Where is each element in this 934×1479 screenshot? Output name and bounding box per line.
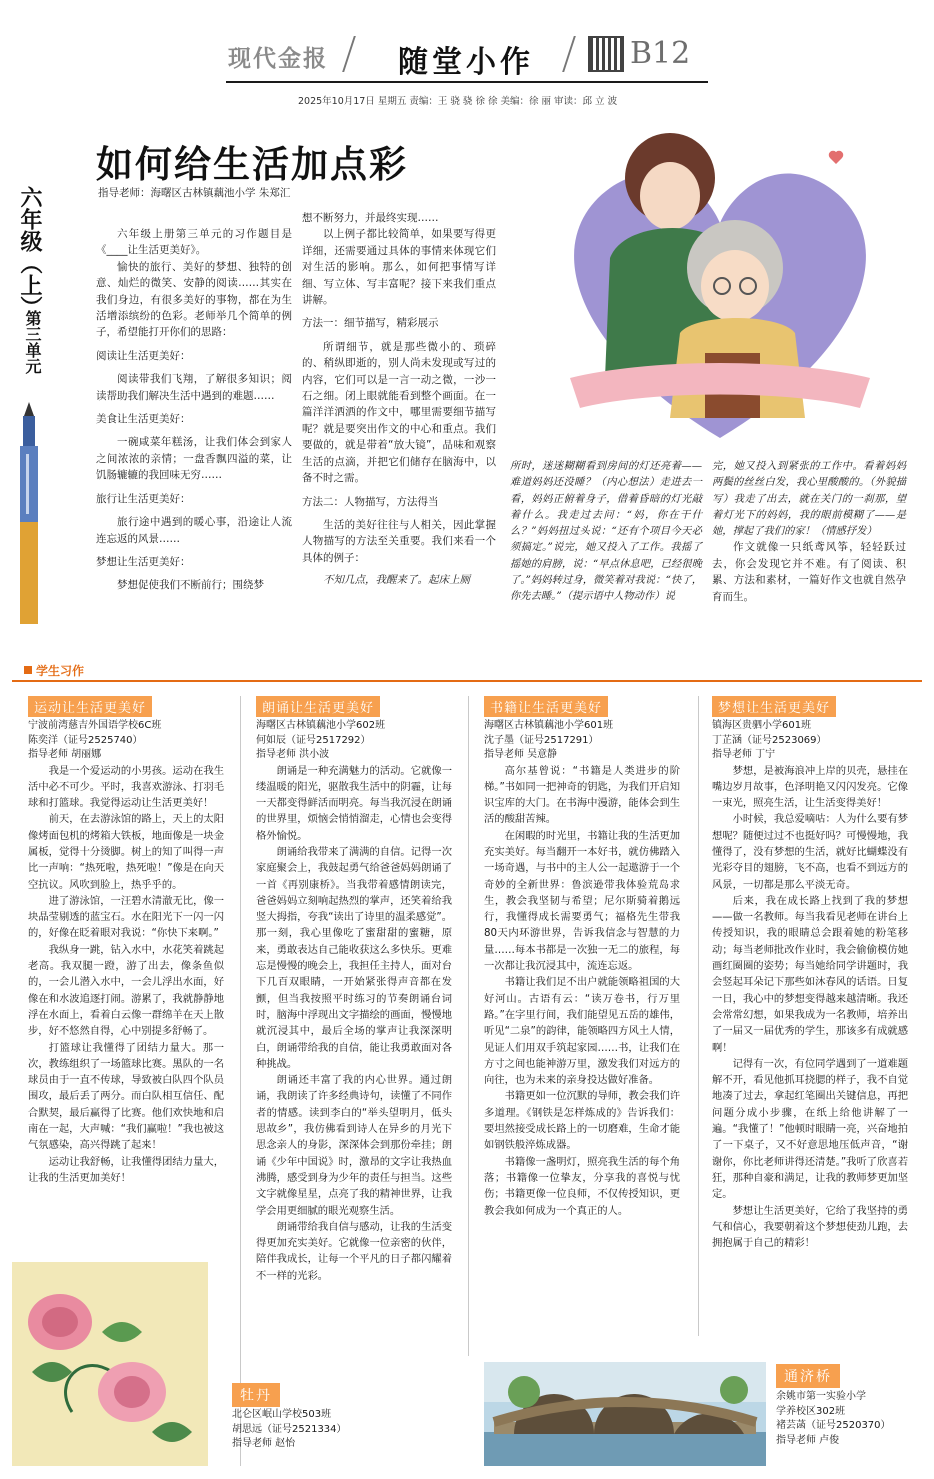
essay-student: 何如辰（证号2517292）	[256, 734, 371, 746]
lesson-paragraph: 想不断努力，并最终实现……	[302, 212, 439, 224]
student-section-label: 学生习作	[36, 664, 85, 678]
peony-painting	[12, 1262, 208, 1466]
lesson-subheading: 梦想让生活更美好：	[96, 555, 191, 568]
grade-label: 六年级（上）	[17, 186, 43, 318]
lesson-subheading: 旅行让生活更美好：	[96, 492, 191, 505]
lesson-paragraph: 梦想促使我们不断前行；围绕梦	[117, 579, 264, 592]
qr-code-icon	[588, 36, 624, 72]
lesson-column-4-quote: 完，她又投入到紧张的工作中。看着妈妈两鬓的丝丝白发，我心里酸酸的。（外貌描写）我走了出去，就在关门的一刹那，望着灯光下的妈妈，我的眼前模糊了——是她，撑起了我们的家！（情感抒发）	[712, 460, 906, 538]
essay-paragraph: 梦想，是被海浪冲上岸的贝壳，悬挂在嘴边岁月故事，色泽明艳又闪闪发亮。它像一束光，照亮生活，让生活变得美好！	[712, 764, 908, 810]
essay-paragraph: 朗诵是一种充满魅力的活动。它就像一缕温暖的阳光，驱散我生活中的阴霾，让每一天都变得鲜活而明亮。每当我沉浸在朗诵的世界里，烦恼会悄悄溜走，心情也会变得格外愉悦。	[256, 764, 452, 842]
artwork-teacher: 指导老师 卢俊	[776, 1434, 840, 1446]
essay-paragraph: 我纵身一跳，钻入水中，水花笑着跳起老高。我双腿一蹬，游了出去，像条鱼似的，一会儿潜入水中，一会儿浮出水面，好像在和水波追逐打闹。游累了，我就静静地浮在水面上，看着白云像一群绵羊在天上散步，好不悠然自得，心中别提多舒畅了。	[28, 943, 224, 1038]
dateline: 2025年10月17日 星期五 责编：王 骁 骁 徐 徐 美编：徐 丽 审读：邱 立 波	[298, 96, 618, 107]
essay-column-3	[484, 696, 680, 1219]
essay-paragraph: 我是一个爱运动的小男孩。运动在我生活中必不可少。平时，我喜欢游泳、打羽毛球和打篮球。我觉得运动让生活更美好！	[28, 764, 224, 810]
essay-teacher: 指导老师 洪小波	[256, 749, 330, 760]
lesson-paragraph: 生活的美好往往与人相关，因此掌握人物描写的方法至关重要。我们来看一个具体的例子：	[302, 518, 496, 564]
essay-body	[256, 763, 452, 1285]
lesson-paragraph: 所谓细节，就是那些微小的、琐碎的、稍纵即逝的，别人尚未发现或写过的内容，它们可以是一言一动之微，一沙一石之细。闭上眼就能看到整个画面。在一篇洋洋洒洒的作文中，哪里需要细节描写呢？就是要突出作文的中心和重点。我们要做的，就是带着“放大镜”，品味和观察生活的点滴，并把它们储存在脑海中，以备不时之需。	[302, 340, 496, 485]
lesson-paragraph: 愉快的旅行、美好的梦想、独特的创意、灿烂的微笑、安静的阅读……其实在我们身边，有很多美好的事物，都在为生活增添缤纷的色彩。老师举几个简单的例子，希望能打开你们的思路：	[96, 260, 292, 339]
essay-body	[484, 763, 680, 1219]
essay-paragraph: 记得有一次，有位同学遇到了一道难题解不开，看见他抓耳挠腮的样子，我不自觉地凑了过去，拿起红笔圈出关键信息，再把问题分成小步骤，在纸上给他讲解了一遍。“我懂了！”他顿时眼睛一亮，兴奋地拍了一下桌子，又不好意思地压低声音，“谢谢你，你比老师讲得还清楚。”我听了欣喜若狂，那种自豪和满足，让我的教师梦更加坚定。	[712, 1057, 909, 1201]
essay-byline	[256, 719, 452, 763]
essay-student: 沈子墨（证号2517291）	[484, 734, 599, 746]
essay-byline	[28, 719, 224, 763]
lesson-column-2	[302, 210, 496, 589]
masthead-slash-right	[562, 36, 576, 72]
artwork-tag-peony: 牡丹	[232, 1383, 280, 1407]
essay-teacher: 指导老师 吴意静	[484, 749, 558, 760]
essay-school: 镇海区贵驷小学601班	[712, 720, 812, 731]
student-section-bar	[12, 662, 922, 682]
essay-column-1	[28, 696, 224, 1186]
lesson-subheading: 方法二：人物描写，方法得当	[302, 495, 439, 508]
unit-label: 第三单元	[23, 310, 42, 374]
page-code: B12	[630, 36, 691, 71]
paper-name: 现代金报	[228, 45, 328, 72]
lesson-paragraph: 一碗咸菜年糕汤，让我们体会到家人之间浓浓的亲情；一盘香飘四溢的菜，让饥肠辘辘的我回味无穷……	[96, 436, 292, 482]
essay-body	[712, 763, 908, 1252]
essay-paragraph: 朗诵给我带来了满满的自信。记得一次家庭聚会上，我鼓起勇气给爸爸妈妈朗诵了一首《再别康桥》。当我带着感情朗读完，爸爸妈妈立刻响起热烈的掌声，还笑着给我竖大拇指，夸我“读出了诗里的温柔感觉”。那一刻，我心里像吃了蜜甜甜的蜜糖，原来，勇敢表达自己能收获这么多快乐。更难忘是慢慢的晚会上，我担任主持人，面对台下几百双眼睛，一开始紧张得声音都在发颤，但当我按照平时练习的节奏朗诵台词时，脑海中浮现出文字描绘的画面，慢慢地就沉浸其中，最后全场的掌声让我深深明白，朗诵带给我的自信，能让我勇敢面对各种挑战。	[256, 845, 453, 1070]
essay-paragraph: 打篮球让我懂得了团结力量大。那一次，教练组织了一场篮球比赛。黑队的一名球员由于一直不传球，导致被白队四个队员围攻，最后丢了两分。而白队相互信任、配合默契，最后赢得了比赛。他们欢快地和启南在一起，大声喊：“我们赢啦！”我也被这气氛感染，高兴得跳了起来！	[28, 1041, 225, 1152]
column-divider	[240, 696, 241, 1466]
mother-grandmother-illustration	[530, 118, 910, 448]
essay-paragraph: 高尔基曾说：“书籍是人类进步的阶梯。”书如同一把神奇的钥匙，为我们开启知识宝库的大门。在书海中漫游，能体会到生活的酸甜苦辣。	[484, 764, 680, 826]
essay-paragraph: 前天，在去游泳馆的路上，天上的太阳像烤面包机的烤箱大铁板，地面像是一块金属板，觉得十分烫脚。树上的知了叫得一声比一声响：“热死啦，热死啦！”像是在向天空抗议。风吹到脸上，热乎乎的。	[28, 813, 225, 891]
essay-school: 海曙区古林镇藕池小学602班	[256, 720, 386, 731]
essay-student: 丁芷涵（证号2523069）	[712, 734, 827, 746]
essay-title: 梦想让生活更美好	[712, 696, 836, 717]
essay-school: 宁波前湾慈吉外国语学校6C班	[28, 720, 162, 731]
artwork-school: 余姚市第一实验小学	[776, 1391, 866, 1402]
artwork-credit-peony	[232, 1408, 452, 1452]
essay-title: 书籍让生活更美好	[484, 696, 608, 717]
artwork-class: 学养校区302班	[776, 1405, 846, 1417]
essay-paragraph: 书籍更如一位沉默的导师，教会我们许多道理。《钢铁是怎样炼成的》告诉我们：要坦然接受成长路上的一切磨难，生命才能如钢铁般淬炼成器。	[484, 1090, 680, 1152]
lesson-column-4	[712, 458, 906, 605]
lesson-column-1	[96, 226, 292, 594]
section-name: 随堂小作	[398, 45, 534, 80]
essay-paragraph: 书籍让我们足不出户就能领略祖国的大好河山。古语有云：“读万卷书，行万里路。”在字里行间，我们能望见五岳的雄伟，听见“二泉”的韵律，能领略四方风土人情，见证人们用双手筑起家园……书，让我们在方寸之间也能神游万里，激发我们对远方的向往，也为未来的亲身投达做好准备。	[484, 976, 681, 1087]
lesson-paragraph: 以上例子都比较简单，如果要写得更详细，还需要通过具体的事情来体现它们对生活的影响。那么，如何把事情写详细、写立体、写丰富呢？接下来我们重点讲解。	[302, 228, 496, 307]
side-label	[10, 186, 48, 626]
masthead	[0, 0, 934, 107]
lesson-subheading: 美食让生活更美好：	[96, 413, 191, 426]
artwork-student: 胡思远（证号2521334）	[232, 1423, 347, 1435]
lesson-paragraph: 六年级上册第三单元的习作题目是《____让生活更美好》。	[96, 228, 292, 257]
essay-paragraph: 后来，我在成长路上找到了我的梦想——做一名教师。每当我看见老师在讲台上传授知识，我的眼睛总会跟着她的粉笔移动；每当老师批改作业时，我会偷偷模仿她画红圈圈的姿势；每当她给同学讲题时，我会竖起耳朵记下那些如沐春风的话语。日复一日，我心中的梦想变得越来越清晰。我还会常常幻想，如果我成为一名教师，培养出了一届又一届优秀的学生，那该多有成就感啊！	[712, 894, 908, 1054]
artwork-credit-bridge	[776, 1390, 926, 1448]
essay-paragraph: 进了游泳馆，一汪碧水清澈无比，像一块晶莹剔透的蓝宝石。水在阳光下一闪一闪的，好像在眨着眼对我说：“你快下来啊。”	[28, 894, 224, 940]
essay-teacher: 指导老师 丁宁	[712, 749, 776, 760]
essay-teacher: 指导老师 胡丽娜	[28, 749, 102, 760]
lesson-paragraph: 旅行途中遇到的暖心事，沿途让人流连忘返的风景……	[96, 516, 292, 545]
essay-paragraph: 朗诵带给我自信与感动，让我的生活变得更加充实美好。它就像一位亲密的伙伴，陪伴我成长，让每一个平凡的日子都闪耀着不一样的光彩。	[256, 1220, 452, 1282]
lesson-subheading: 方法一：细节描写，精彩展示	[302, 317, 439, 330]
essay-paragraph: 运动让我舒畅，让我懂得团结力量大，让我的生活更加美好！	[28, 1155, 224, 1184]
essay-paragraph: 小时候，我总爱嘀咕：人为什么要有梦想呢？随便过过不也挺好吗？可慢慢地，我懂得了，没有梦想的生活，就好比蝴蝶没有光彩夺目的翅膀，飞不高，也看不到远方的风景，一切都是那么平淡无奇。	[712, 813, 908, 891]
artwork-tag-bridge: 通济桥	[776, 1364, 840, 1388]
lesson-column-3-quote: 所时，迷迷糊糊看到房间的灯还亮着——难道妈妈还没睡？（内心想法）走进去一看，妈妈正俯着身子，借着昏暗的灯光敲着什么。我走过去问：“妈，你在干什么？”妈妈扭过头说：“还有个项目今天必须搞定。”说完，她又投入了工作。我摇了摇她的肩膀，说：“早点休息吧，已经很晚了。”妈妈转过身，微笑着对我说：“快了，你先去睡。”（提示语中人物动作）说	[510, 460, 702, 603]
lesson-conclusion: 作文就像一只纸鸢风筝，轻轻跃过去，你会发现它并不难。有了阅读、积累、方法和素材，一篇好作文也就自然孕育而生。	[712, 541, 906, 603]
lesson-subheading: 阅读让生活更美好：	[96, 349, 191, 362]
artwork-school: 北仑区岷山学校503班	[232, 1409, 332, 1420]
essay-column-4	[712, 696, 908, 1251]
essay-column-2	[256, 696, 452, 1284]
fountain-pen-icon	[10, 402, 48, 624]
essay-student: 陈奕洋（证号2525740）	[28, 734, 143, 746]
section-square-icon	[24, 666, 32, 674]
essay-paragraph: 书籍像一盏明灯，照亮我生活的每个角落；书籍像一位挚友，分享我的喜悦与忧伤；书籍更像一位良师，不仅传授知识，更教会我如何成为一个真正的人。	[484, 1155, 680, 1217]
artwork-teacher: 指导老师 赵怡	[232, 1438, 296, 1449]
essay-paragraph: 梦想让生活更美好，它给了我坚持的勇气和信心，我要朝着这个梦想使劲儿跑，去拥抱属于自己的精彩！	[712, 1204, 908, 1250]
column-divider	[468, 696, 469, 1356]
masthead-slash-left	[342, 36, 356, 72]
essay-paragraph: 朗诵还丰富了我的内心世界。通过朗诵，我朗读了许多经典诗句，读懂了不同作者的情感。读到李白的“举头望明月，低头思故乡”，我仿佛看到诗人在异乡的月光下思念亲人的身影，深深体会到那份牵挂；朗诵《少年中国说》时，激昂的文字让我热血沸腾，感受到身为少年的责任与担当。这些文字就像星星，点亮了我的精神世界，让我学会用更细腻的眼光观察生活。	[256, 1074, 452, 1217]
column-divider	[698, 696, 699, 1336]
masthead-rule	[226, 81, 708, 83]
lesson-paragraph: 阅读带我们飞翔，了解很多知识；阅读帮助我们解决生活中遇到的难题……	[96, 373, 292, 402]
essay-paragraph: 在闲暇的时光里，书籍让我的生活更加充实美好。每当翻开一本好书，就仿佛踏入一场奇遇，与书中的主人公一起遨游于一个奇妙的全新世界：鲁滨逊带我体验荒岛求生，教会我坚韧与希望；尼尔斯骑着鹅远行，我懂得成长需要勇气；福格先生带我80天内环游世界，告诉我信念与智慧的力量……每本书都是一次独一无二的旅程，每一次都让我沉浸其中，流连忘返。	[484, 829, 680, 973]
essay-byline	[484, 719, 680, 763]
tongji-bridge-painting	[484, 1362, 766, 1466]
essay-byline	[712, 719, 908, 763]
lesson-teacher-line: 指导老师：海曙区古林镇藕池小学 朱郑汇	[98, 187, 291, 199]
artwork-student: 褚芸菡（证号2520370）	[776, 1420, 891, 1431]
essay-body	[28, 763, 224, 1187]
essay-title: 朗诵让生活更美好	[256, 696, 380, 717]
essay-title: 运动让生活更美好	[28, 696, 152, 717]
lesson-title: 如何给生活加点彩	[96, 142, 408, 186]
lesson-example-quote: 不知几点，我醒来了。起床上厕	[323, 574, 470, 587]
essay-school: 海曙区古林镇藕池小学601班	[484, 720, 614, 731]
